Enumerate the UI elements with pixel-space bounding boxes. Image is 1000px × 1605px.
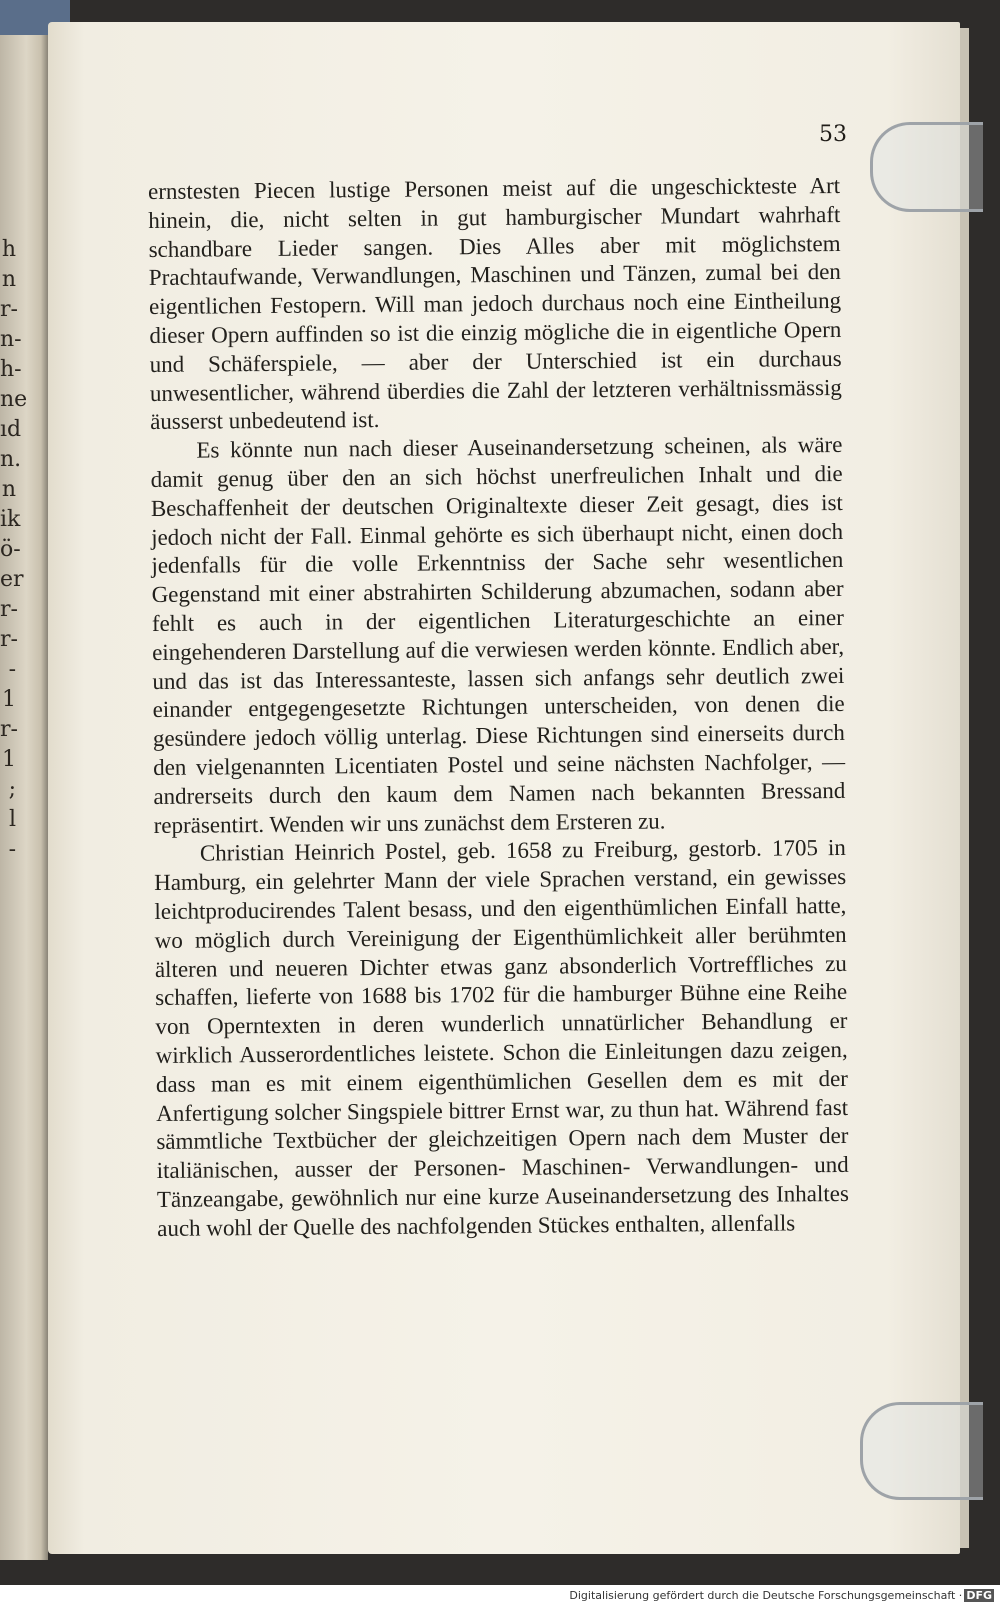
footer-credit xyxy=(569,1589,994,1602)
paragraph-1: ernstesten Piecen lustige Personen meist auf die ungeschickteste Art hinein, die, nicht selten in gut hamburgischer Mundart wahrhaft schandbare Lieder sangen. Dies Alles aber mit möglichstem Prachtaufwande, Verwandlungen, Maschinen und Tänzen, zumal bei den eigentlichen Festopern. Will man jedoch durchaus noch eine Eintheilung dieser Opern auffinden so ist die einzig mögliche die in eigentliche Opern und Schäferspiele, — aber der Unterschied ist ein durchaus unwesentlicher, während überdies die Zahl der letzteren verhältnissmässig äusserst unbedeutend ist. xyxy=(148,172,842,435)
paragraph-3: Christian Heinrich Postel, geb. 1658 zu Freiburg, gestorb. 1705 in Hamburg, ein gelehrter Mann der viele Sprachen verstand, ein gewisses leichtproducirendes Talent besass, und den eigenthümlichen Einfall hatte, wo möglich durch Vereinigung der Eigenthümlichkeit aller berühmten älteren und neueren Dichter etwas ganz absonderlich Vortreffliches zu schaffen, lieferte von 1688 bis 1702 für die hamburger Bühne eine Reihe von Operntexten in deren wunderlich unnatürlicher Behandlung er wirklich Ausserordentliches leistete. Schon die Einleitungen dazu zeigen, dass man es mit einem eigenthümlichen Gesellen dem es mit der Anfertigung solcher Singspiele bittrer Ernst war, zu thun hat. Während fast sämmtliche Textbücher der gleichzeitigen Opern nach dem Muster der italiänischen, ausser der Personen- Maschinen- Verwandlungen- und Tänzeangabe, gewöhnlich nur eine kurze Auseinandersetzung des Inhaltes auch wohl der Quelle des nachfolgenden Stückes enthalten, allenfalls xyxy=(154,835,849,1241)
left-page-edge xyxy=(0,35,48,1560)
dfg-logo: DFG xyxy=(966,1589,992,1602)
page-number: 53 xyxy=(819,122,847,147)
paragraph-2: Es könnte nun nach dieser Auseinandersetzung scheinen, als wäre damit genug über den an sich höchst unerfreulichen Inhalt und die Beschaffenheit der deutschen Originaltexte dieser Zeit gesagt, dies ist jedoch nicht der Fall. Einmal gehörte es sich überhaupt nicht, einen doch jedenfalls für die volle Erkenntniss der Sache sehr wesentlichen Gegenstand mit einer abstrahirten Schilderung abzumachen, sodann aber fehlt es auch in der eigentlichen Literaturgeschichte an einer eingehenderen Darstellung auf die verwiesen werden könnte. Endlich aber, und das ist das Interessanteste, lassen sich anfangs sehr deutlich zwei einander entgegengesetzte Richtungen unterscheiden, von denen die gesündere jedoch völlig unterlag. Diese Richtungen sind einerseits durch den vielgenannten Licentiaten Postel und seine nächsten Nachfolger, — andrerseits durch den kaum dem Namen nach bekannten Bressand repräsentirt. Wenden wir uns zunächst dem Ersteren zu. xyxy=(150,432,846,838)
body-text xyxy=(148,172,849,1243)
footer-credit-text: Digitalisierung gefördert durch die Deutsche Forschungsgemeinschaft · xyxy=(569,1589,963,1602)
left-page-fragments: h n r- n- h- ne ıd n. n ik ö- er r- r- - 1 r- 1 ; l - xyxy=(0,237,28,862)
paper-clip-bottom xyxy=(860,1402,983,1500)
paper-clip-top xyxy=(870,122,983,212)
